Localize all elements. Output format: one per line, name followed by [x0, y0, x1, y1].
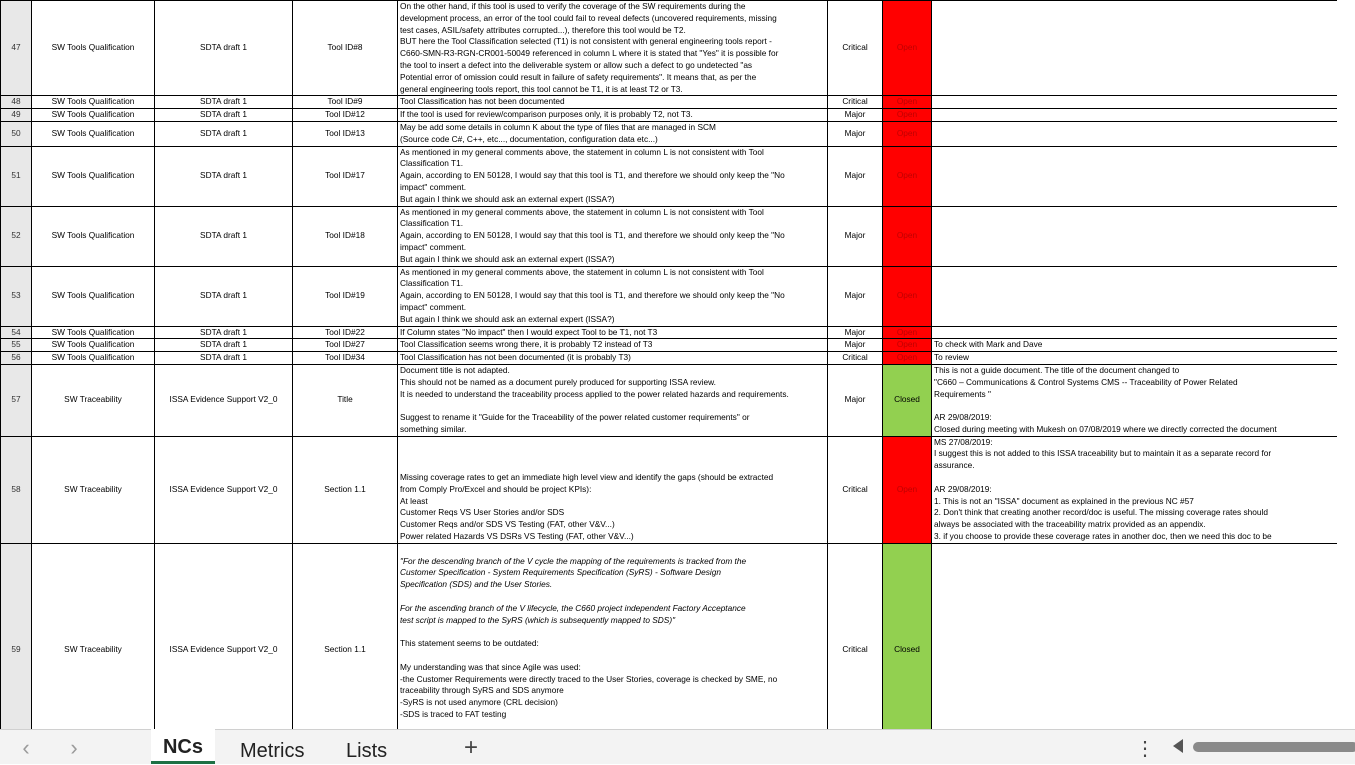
cell-text-line: the tool to insert a defect into the deliverable system or allow such a defect to go undetected "as	[400, 59, 753, 70]
cell-text-line: C660-SMN-R3-RGN-CR001-50049 referenced in column L where it is stated that "Yes" it is possible for	[400, 48, 779, 59]
table-row	[1, 339, 1338, 352]
cell-text-line: Potential error of omission could result in failure of safety requirements". It means that, as per the	[400, 71, 757, 82]
cell-text-line: It is needed to understand the traceability process applied to the power related hazards and requirements.	[400, 388, 789, 399]
row-header[interactable]: 57	[1, 364, 32, 436]
cell-text-line: 1. This is not an "ISSA" document as explained in the previous NC #57	[934, 495, 1194, 506]
document-cell[interactable]: SDTA draft 1	[155, 352, 293, 365]
status-cell[interactable]: Closed	[883, 364, 932, 436]
cell-text-line: Requirements "	[934, 388, 991, 399]
cell-text-line: May be add some details in column K about the type of files that are managed in SCM	[400, 121, 716, 132]
reference-cell[interactable]: Section 1.1	[293, 436, 398, 543]
severity-cell[interactable]: Major	[828, 121, 883, 146]
comment-cell[interactable]	[398, 352, 828, 365]
comment-cell[interactable]	[398, 109, 828, 122]
cell-text-line: general engineering tools report, this tool cannot be T1, it is at least T2 or T3.	[400, 83, 683, 94]
blank-line	[934, 400, 1335, 412]
table-row	[1, 1, 1338, 96]
cell-text-line: development process, an error of the tool could fail to reveal defects (uncovered requirements, missing	[400, 12, 777, 23]
row-header[interactable]: 52	[1, 206, 32, 266]
document-cell[interactable]: ISSA Evidence Support V2_0	[155, 436, 293, 543]
cell-text-line: AR 29/08/2019:	[934, 412, 992, 423]
severity-cell[interactable]: Critical	[828, 96, 883, 109]
grid-margin	[1337, 0, 1355, 729]
cell-text-line: Again, according to EN 50128, I would say that this tool is T1, and therefore we should only keep the "No	[400, 230, 785, 241]
cell-text-line: As mentioned in my general comments above, the statement in column L is not consistent with Tool	[400, 206, 764, 217]
document-cell[interactable]: SDTA draft 1	[155, 96, 293, 109]
comment-cell[interactable]	[398, 96, 828, 109]
horizontal-scrollbar[interactable]	[1193, 742, 1355, 752]
table-row	[1, 364, 1338, 436]
chevron-right-icon[interactable]: ›	[70, 735, 78, 760]
category-cell[interactable]: SW Traceability	[32, 436, 155, 543]
cell-text-line: BUT here the Tool Classification selected (T1) is not consistent with general engineering tools report -	[400, 36, 772, 47]
reference-cell[interactable]: Title	[293, 364, 398, 436]
status-cell[interactable]: Open	[883, 206, 932, 266]
cell-text-line: 3. if you choose to provide these coverage rates in another doc, then we need this doc to be	[934, 531, 1272, 542]
comment-cell[interactable]	[398, 146, 828, 206]
cell-text-line: This should not be named as a document purely produced for supporting ISSA review.	[400, 376, 716, 387]
reference-cell[interactable]: Tool ID#12	[293, 109, 398, 122]
row-header[interactable]: 53	[1, 266, 32, 326]
row-header[interactable]: 48	[1, 96, 32, 109]
row-header[interactable]: 58	[1, 436, 32, 543]
reference-cell[interactable]: Tool ID#19	[293, 266, 398, 326]
cell-text-line: But again I think we should ask an external expert (ISSA?)	[400, 313, 615, 324]
reference-cell[interactable]: Tool ID#34	[293, 352, 398, 365]
document-cell[interactable]: SDTA draft 1	[155, 1, 293, 96]
response-cell[interactable]	[932, 436, 1338, 543]
cell-text-line: This is not a guide document. The title of the document changed to	[934, 364, 1180, 375]
category-cell[interactable]: SW Tools Qualification	[32, 326, 155, 339]
cell-text-line: Power related Hazards VS DSRs VS Testing (FAT, other V&V...)	[400, 531, 634, 542]
category-cell[interactable]: SW Tools Qualification	[32, 339, 155, 352]
cell-text-line: Missing coverage rates to get an immediate high level view and identify the gaps (should be extracted	[400, 472, 774, 483]
blank-line	[400, 460, 825, 472]
comment-cell[interactable]	[398, 266, 828, 326]
comment-cell[interactable]	[398, 1, 828, 96]
table-row	[1, 96, 1338, 109]
row-header[interactable]: 51	[1, 146, 32, 206]
table-row	[1, 543, 1338, 729]
blank-line	[400, 448, 825, 460]
comment-cell[interactable]	[398, 339, 828, 352]
comment-cell[interactable]	[398, 436, 828, 543]
cell-text-line: assurance.	[934, 460, 975, 471]
severity-cell[interactable]: Major	[828, 206, 883, 266]
sheet-tab-bar	[0, 729, 1355, 764]
cell-text-line: MS 27/08/2019:	[934, 436, 993, 447]
blank-line	[934, 472, 1335, 484]
cell-text-line: from Comply Pro/Excel and should be project KPIs):	[400, 483, 592, 494]
cell-text-line: Again, according to EN 50128, I would say that this tool is T1, and therefore we should only keep the "No	[400, 290, 785, 301]
cell-text-line: Customer Specification - System Requirements Specification (SyRS) - Software Design	[400, 567, 721, 578]
reference-cell[interactable]: Section 1.1	[293, 543, 398, 729]
cell-text-line: "For the descending branch of the V cycle the mapping of the requirements is tracked from the	[400, 555, 747, 566]
document-cell[interactable]: SDTA draft 1	[155, 339, 293, 352]
row-header[interactable]: 59	[1, 543, 32, 729]
response-cell[interactable]	[932, 352, 1338, 365]
category-cell[interactable]: SW Tools Qualification	[32, 352, 155, 365]
category-cell[interactable]: SW Tools Qualification	[32, 1, 155, 96]
row-header[interactable]: 50	[1, 121, 32, 146]
category-cell[interactable]: SW Tools Qualification	[32, 96, 155, 109]
response-cell[interactable]	[932, 1, 1338, 96]
cell-text-line: As mentioned in my general comments above, the statement in column L is not consistent with Tool	[400, 146, 764, 157]
status-cell[interactable]: Open	[883, 146, 932, 206]
cell-text-line: (Source code C#, C++, etc..., documentation, configuration data etc...)	[400, 133, 658, 144]
response-cell[interactable]	[932, 146, 1338, 206]
plus-icon[interactable]: +	[464, 734, 479, 761]
cell-text-line: If Column states "No impact" then I would expect Tool to be T1, not T3	[400, 326, 658, 337]
category-cell[interactable]: SW Traceability	[32, 543, 155, 729]
blank-line	[400, 626, 825, 638]
category-cell[interactable]: SW Tools Qualification	[32, 146, 155, 206]
reference-cell[interactable]: Tool ID#18	[293, 206, 398, 266]
cell-text-line: Classification T1.	[400, 278, 464, 289]
comment-cell[interactable]	[398, 206, 828, 266]
reference-cell[interactable]: Tool ID#9	[293, 96, 398, 109]
row-header[interactable]: 54	[1, 326, 32, 339]
document-cell[interactable]: SDTA draft 1	[155, 206, 293, 266]
cell-text-line: AR 29/08/2019:	[934, 483, 992, 494]
severity-cell[interactable]: Major	[828, 326, 883, 339]
response-cell[interactable]	[932, 121, 1338, 146]
status-cell[interactable]: Open	[883, 339, 932, 352]
reference-cell[interactable]: Tool ID#17	[293, 146, 398, 206]
cell-text-line: Tool Classification has not been documented	[400, 96, 565, 107]
category-cell[interactable]: SW Tools Qualification	[32, 109, 155, 122]
cell-text-line: Customer Reqs VS User Stories and/or SDS	[400, 507, 565, 518]
response-cell[interactable]	[932, 364, 1338, 436]
cell-text-line: For the ascending branch of the V lifecycle, the C660 project independent Factory Acceptance	[400, 602, 746, 613]
table-row	[1, 109, 1338, 122]
cell-text-line: traceability through SyRS and SDS anymore	[400, 685, 564, 696]
severity-cell[interactable]: Critical	[828, 1, 883, 96]
cell-text-line: impact" comment.	[400, 241, 467, 252]
cell-text-line: -SyRS is not used anymore (CRL decision)	[400, 697, 558, 708]
comment-cell[interactable]	[398, 121, 828, 146]
cell-text-line: Specification (SDS) and the User Stories.	[400, 579, 553, 590]
document-cell[interactable]: SDTA draft 1	[155, 146, 293, 206]
tab-lists[interactable]: Lists	[346, 740, 388, 762]
cell-text-line: Tool Classification has not been documented (it is probably T3)	[400, 352, 631, 363]
cell-text-line: something similar.	[400, 423, 467, 434]
cell-text-line: Classification T1.	[400, 218, 464, 229]
document-cell[interactable]: SDTA draft 1	[155, 109, 293, 122]
cell-text-line: test cases, ASIL/safety attributes corrupted...), therefore this tool would be T2.	[400, 24, 686, 35]
row-header[interactable]: 56	[1, 352, 32, 365]
table-row	[1, 326, 1338, 339]
blank-line	[400, 437, 825, 449]
blank-line	[400, 400, 825, 412]
cell-text-line: On the other hand, if this tool is used to verify the coverage of the SW requirements during the	[400, 1, 746, 11]
comment-cell[interactable]	[398, 364, 828, 436]
comment-cell[interactable]	[398, 326, 828, 339]
severity-cell[interactable]: Major	[828, 339, 883, 352]
cell-text-line: Again, according to EN 50128, I would say that this tool is T1, and therefore we should only keep the "No	[400, 170, 785, 181]
cell-text-line: always be associated with the traceability matrix provided as an appendix.	[934, 519, 1206, 530]
category-cell[interactable]: SW Tools Qualification	[32, 266, 155, 326]
cell-text-line: If the tool is used for review/comparison purposes only, it is probably T2, not T3.	[400, 109, 693, 120]
cell-text-line: At least	[400, 495, 428, 506]
comment-cell[interactable]	[398, 543, 828, 729]
table-row	[1, 352, 1338, 365]
cell-text-line: I suggest this is not added to this ISSA traceability but to maintain it as a separate record for	[934, 448, 1272, 459]
cell-text-line: But again I think we should ask an external expert (ISSA?)	[400, 193, 615, 204]
reference-cell[interactable]: Tool ID#8	[293, 1, 398, 96]
cell-text-line: Classification T1.	[400, 158, 464, 169]
vertical-ellipsis-icon[interactable]: ⋮	[1135, 738, 1155, 760]
table-row	[1, 146, 1338, 206]
table-row	[1, 121, 1338, 146]
cell-text-line: This statement seems to be outdated:	[400, 638, 539, 649]
table-row	[1, 206, 1338, 266]
row-header[interactable]: 47	[1, 1, 32, 96]
category-cell[interactable]: SW Traceability	[32, 364, 155, 436]
table-row	[1, 436, 1338, 543]
status-cell[interactable]: Open	[883, 352, 932, 365]
status-cell[interactable]: Open	[883, 436, 932, 543]
blank-line	[400, 650, 825, 662]
severity-cell[interactable]: Major	[828, 266, 883, 326]
cell-text-line: Suggest to rename it "Guide for the Traceability of the power related customer requirements" or	[400, 412, 750, 423]
cell-text-line: But again I think we should ask an external expert (ISSA?)	[400, 253, 615, 264]
cell-text-line: To check with Mark and Dave	[934, 339, 1043, 350]
cell-text-line: test script is mapped to the SyRS (which is subsequently mapped to SDS)"	[400, 614, 676, 625]
severity-cell[interactable]: Critical	[828, 352, 883, 365]
cell-text-line: Tool Classification seems wrong there, it is probably T2 instead of T3	[400, 339, 653, 350]
category-cell[interactable]: SW Tools Qualification	[32, 121, 155, 146]
severity-cell[interactable]: Major	[828, 146, 883, 206]
response-cell[interactable]	[932, 339, 1338, 352]
category-cell[interactable]: SW Tools Qualification	[32, 206, 155, 266]
status-cell[interactable]: Open	[883, 266, 932, 326]
status-cell[interactable]: Open	[883, 326, 932, 339]
cell-text-line: Document title is not adapted.	[400, 364, 510, 375]
cell-text-line: Customer Reqs and/or SDS VS Testing (FAT, other V&V...)	[400, 519, 615, 530]
response-cell[interactable]	[932, 266, 1338, 326]
severity-cell[interactable]: Major	[828, 364, 883, 436]
blank-line	[400, 591, 825, 603]
severity-cell[interactable]: Major	[828, 109, 883, 122]
cell-text-line: To review	[934, 352, 970, 363]
status-cell[interactable]: Closed	[883, 543, 932, 729]
cell-text-line: -the Customer Requirements were directly traced to the User Stories, coverage is checked by SME, no	[400, 673, 778, 684]
document-cell[interactable]: SDTA draft 1	[155, 121, 293, 146]
document-cell[interactable]: SDTA draft 1	[155, 266, 293, 326]
severity-cell[interactable]: Critical	[828, 436, 883, 543]
cell-text-line: My understanding was that since Agile was used:	[400, 661, 581, 672]
cell-text-line: -SDS is traced to FAT testing	[400, 709, 507, 720]
reference-cell[interactable]: Tool ID#22	[293, 326, 398, 339]
document-cell[interactable]: ISSA Evidence Support V2_0	[155, 364, 293, 436]
status-cell[interactable]: Open	[883, 1, 932, 96]
blank-line	[400, 544, 825, 556]
document-cell[interactable]: ISSA Evidence Support V2_0	[155, 543, 293, 729]
response-cell[interactable]	[932, 206, 1338, 266]
row-header[interactable]: 49	[1, 109, 32, 122]
blank-line	[400, 721, 825, 729]
cell-text-line: 2. Don't think that creating another record/doc is useful. The missing coverage rates should	[934, 507, 1268, 518]
tab-ncs[interactable]: NCs	[151, 729, 215, 764]
status-cell[interactable]: Open	[883, 121, 932, 146]
response-cell[interactable]	[932, 109, 1338, 122]
cell-text-line: "C660 – Communications & Control Systems CMS -- Traceability of Power Related	[934, 376, 1238, 387]
table-row	[1, 266, 1338, 326]
document-cell[interactable]: SDTA draft 1	[155, 326, 293, 339]
severity-cell[interactable]: Critical	[828, 543, 883, 729]
response-cell[interactable]	[932, 326, 1338, 339]
tab-metrics[interactable]: Metrics	[240, 740, 305, 762]
response-cell[interactable]	[932, 96, 1338, 109]
status-cell[interactable]: Open	[883, 96, 932, 109]
reference-cell[interactable]: Tool ID#13	[293, 121, 398, 146]
row-header[interactable]: 55	[1, 339, 32, 352]
status-cell[interactable]: Open	[883, 109, 932, 122]
cell-text-line: Closed during meeting with Mukesh on 07/08/2019 where we directly corrected the document	[934, 423, 1277, 434]
reference-cell[interactable]: Tool ID#27	[293, 339, 398, 352]
cell-text-line: impact" comment.	[400, 181, 467, 192]
cell-text-line: As mentioned in my general comments above, the statement in column L is not consistent with Tool	[400, 266, 764, 277]
response-cell[interactable]	[932, 543, 1338, 729]
cell-text-line: impact" comment.	[400, 301, 467, 312]
chevron-left-icon[interactable]: ‹	[22, 735, 30, 760]
scroll-left-icon[interactable]	[1173, 739, 1183, 753]
